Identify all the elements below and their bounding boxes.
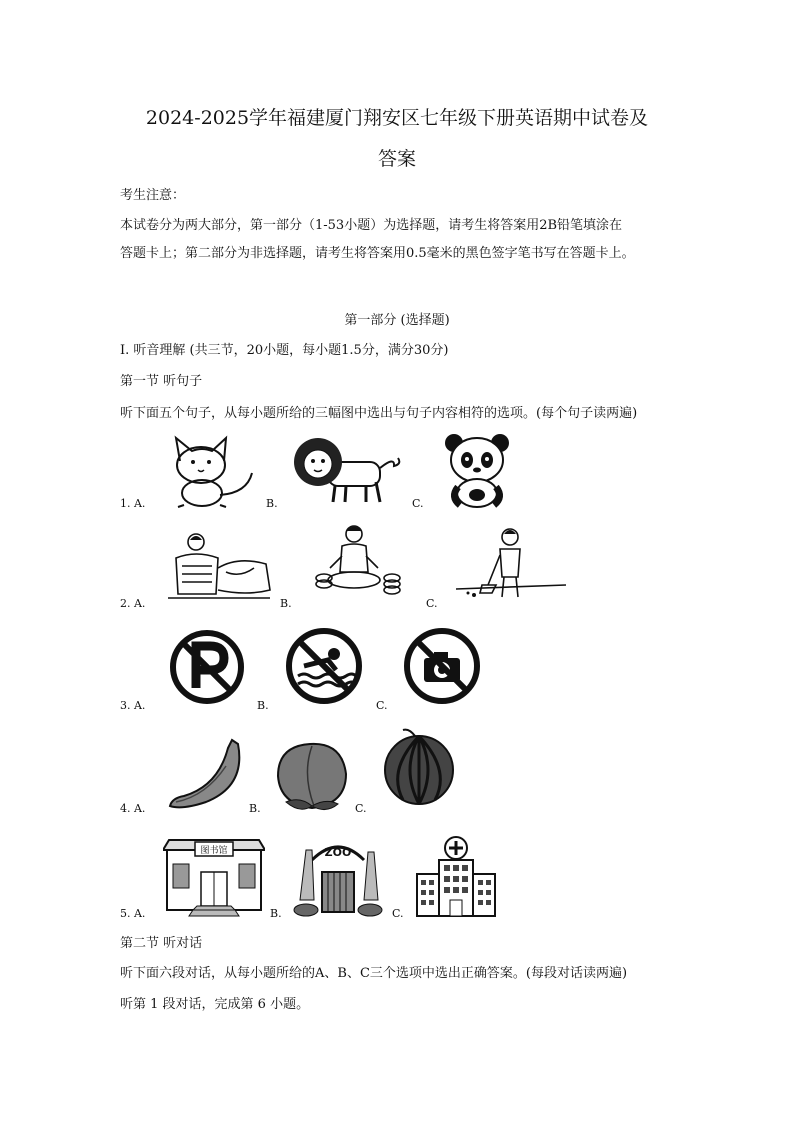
section2-instruction: 听下面六段对话，从每小题所给的A、B、C三个选项中选出正确答案。(每段对话读两遍) bbox=[120, 966, 628, 981]
q5-label-c: C. bbox=[392, 907, 404, 920]
q3-label-a: 3. A. bbox=[120, 699, 146, 712]
q5-label-b: B. bbox=[270, 907, 282, 920]
lion-icon[interactable] bbox=[290, 436, 406, 504]
washing-dishes-icon[interactable] bbox=[312, 522, 404, 598]
page-title: 2024-2025学年福建厦门翔安区七年级下册英语期中试卷及 bbox=[145, 107, 649, 129]
sweeping-floor-icon[interactable] bbox=[456, 527, 566, 603]
q3-label-b: B. bbox=[257, 699, 269, 712]
q4-label-a: 4. A. bbox=[120, 802, 146, 815]
notice-line-2: 答题卡上；第二部分为非选择题，请考生将答案用0.5毫米的黑色签字笔书写在答题卡上。 bbox=[120, 246, 635, 261]
peach-icon[interactable] bbox=[272, 734, 352, 814]
q1-label-b: B. bbox=[266, 497, 278, 510]
q2-label-b: B. bbox=[280, 597, 292, 610]
q1-label-a: 1. A. bbox=[120, 497, 146, 510]
section1-title: 第一节 听句子 bbox=[120, 374, 203, 389]
section2-title: 第二节 听对话 bbox=[120, 936, 203, 951]
part1-heading: 第一部分 (选择题) bbox=[344, 313, 450, 328]
zoo-icon[interactable] bbox=[292, 830, 384, 920]
section1-instruction: 听下面五个句子，从每小题所给的三幅图中选出与句子内容相符的选项。(每个句子读两遍) bbox=[120, 406, 638, 421]
q5-label-a: 5. A. bbox=[120, 907, 146, 920]
q2-label-a: 2. A. bbox=[120, 597, 146, 610]
cat-icon[interactable] bbox=[162, 433, 260, 508]
library-icon[interactable] bbox=[163, 834, 265, 918]
panda-icon[interactable] bbox=[438, 433, 518, 509]
q1-label-c: C. bbox=[412, 497, 424, 510]
q2-label-c: C. bbox=[426, 597, 438, 610]
hospital-icon[interactable] bbox=[415, 834, 497, 918]
no-swimming-icon[interactable] bbox=[284, 626, 364, 706]
q3-label-c: C. bbox=[376, 699, 388, 712]
dialog1-instruction: 听第 1 段对话，完成第 6 小题。 bbox=[120, 997, 310, 1012]
making-bed-icon[interactable] bbox=[166, 528, 272, 606]
section-i-heading: I. 听音理解 (共三节，20小题，每小题1.5分，满分30分) bbox=[120, 343, 449, 358]
library-sign: 图书馆 bbox=[200, 846, 228, 856]
q4-label-c: C. bbox=[355, 802, 367, 815]
watermelon-icon[interactable] bbox=[379, 726, 459, 806]
notice-heading: 考生注意： bbox=[120, 188, 186, 203]
q4-label-b: B. bbox=[249, 802, 261, 815]
no-photos-icon[interactable] bbox=[402, 626, 482, 706]
no-parking-icon[interactable] bbox=[168, 628, 246, 706]
zoo-sign: ZOO bbox=[324, 846, 352, 859]
banana-icon[interactable] bbox=[166, 736, 244, 812]
page-title-line2: 答案 bbox=[377, 148, 416, 170]
notice-line-1: 本试卷分为两大部分，第一部分（1-53小题）为选择题，请考生将答案用2B铅笔填涂在 bbox=[120, 218, 623, 233]
